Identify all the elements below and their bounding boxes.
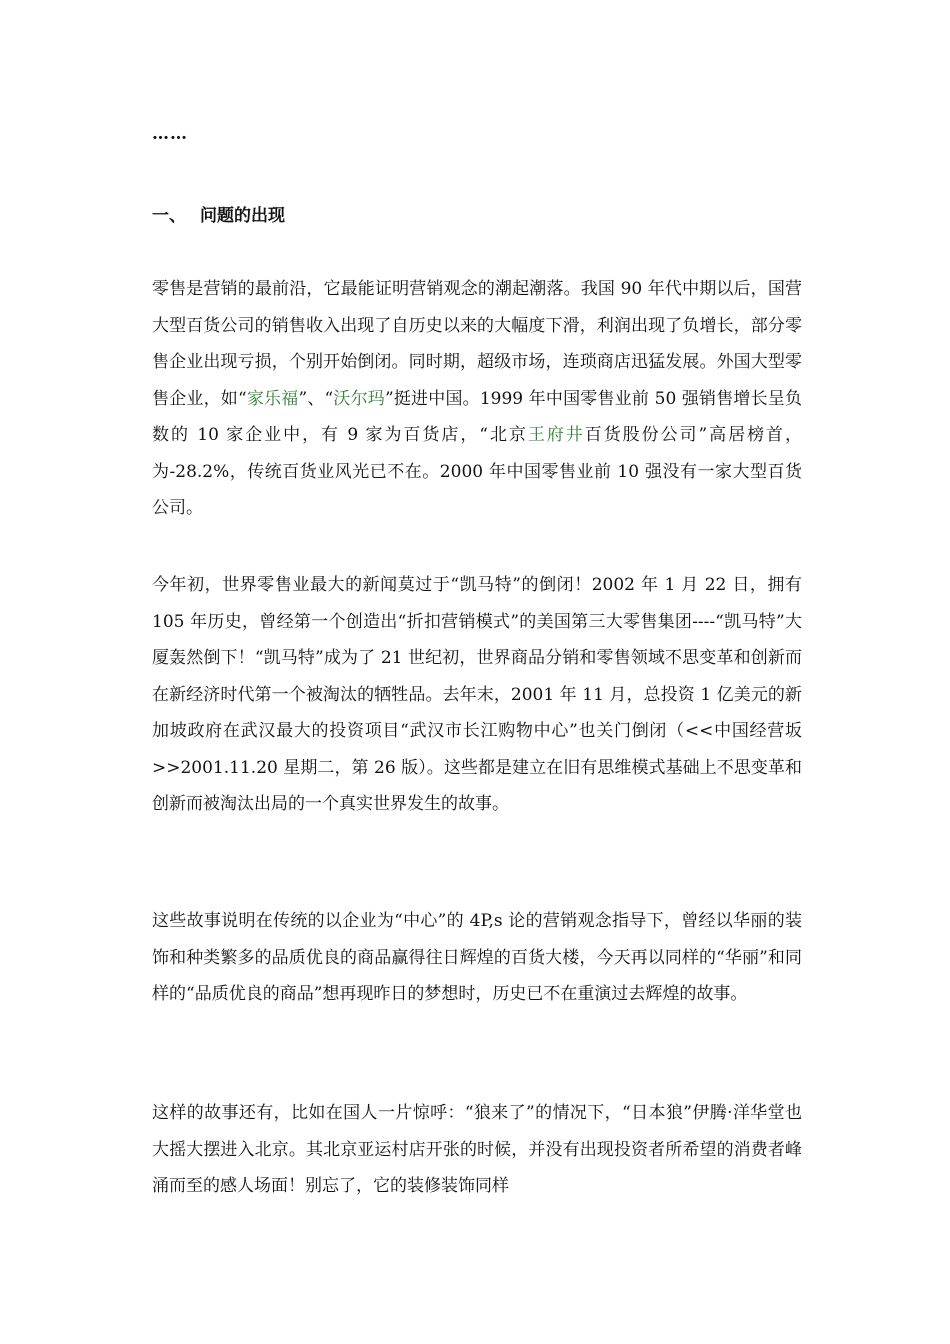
paragraph-ito-yokado: 这样的故事还有，比如在国人一片惊呼：“狼来了”的情况下，“日本狼”伊腾·洋华堂也大摇大摆进入北京。其北京亚运村店开张的时候，并没有出现投资者所希望的消费者峰涌而至的感人场面！别忘了，它的装修装饰同样 bbox=[152, 1103, 802, 1196]
link-walmart[interactable]: 沃尔玛 bbox=[333, 388, 385, 409]
section-number: 一、 bbox=[152, 206, 186, 226]
paragraph-text: ”、“ bbox=[298, 388, 334, 409]
paragraph-text: 百货股份公司”高居榜首，为-28.2%，传统百货业风光已不在。2000 年中国零售业前 10 强没有一家大型百货公司。 bbox=[152, 425, 802, 518]
link-carrefour[interactable]: 家乐福 bbox=[246, 388, 299, 409]
section-heading bbox=[152, 201, 285, 226]
paragraph-kmart: 今年初，世界零售业最大的新闻莫过于“凯马特”的倒闭！2002 年 1 月 22 日，拥有 105 年历史，曾经第一个创造出“折扣营销模式”的美国第三大零售集团----“凯马特”大厦轰然倒下！“凯马特”成为了 21 世纪初，世界商品分销和零售领域不思变革和创新而在新经济时代第一个被淘汰的牺牲品。去年末，2001 年 11 月，总投资 1 亿美元的新加坡政府在武汉最大的投资项目“武汉市长江购物中心”也关门倒闭（<<中国经营坂>>2001.11.20 星期二，第 26 版）。这些都是建立在旧有思维模式基础上不思变革和创新而被淘汰出局的一个真实世界发生的故事。 bbox=[152, 575, 802, 814]
paragraph-4ps: 这些故事说明在传统的以企业为“中心”的 4P,s 论的营销观念指导下，曾经以华丽的装饰和种类繁多的品质优良的商品赢得往日辉煌的百货大楼，今天再以同样的“华丽”和同样的“品质优良的商品”想再现昨日的梦想时，历史已不在重演过去辉煌的故事。 bbox=[152, 911, 802, 1004]
link-wangfujing[interactable]: 王府井 bbox=[527, 425, 585, 445]
paragraph-text: ”挺进中国。1999 年中国零售业前 50 强销售增长呈负数的 10 家企业中，有 9 家为百货店，“北京 bbox=[152, 388, 802, 445]
section-title: 问题的出现 bbox=[200, 206, 285, 226]
paragraph-retail-decline bbox=[152, 271, 802, 527]
paragraph-text: 零售是营销的最前沿，它最能证明营销观念的潮起潮落。我国 90 年代中期以后，国营大型百货公司的销售收入出现了自历史以来的大幅度下滑，利润出现了负增长，部分零售企业出现亏损，个别开始倒闭。同时期，超级市场，连琐商店迅猛发展。外国大型零售企业，如“ bbox=[152, 279, 802, 409]
ellipsis-marker: …… bbox=[152, 124, 188, 144]
